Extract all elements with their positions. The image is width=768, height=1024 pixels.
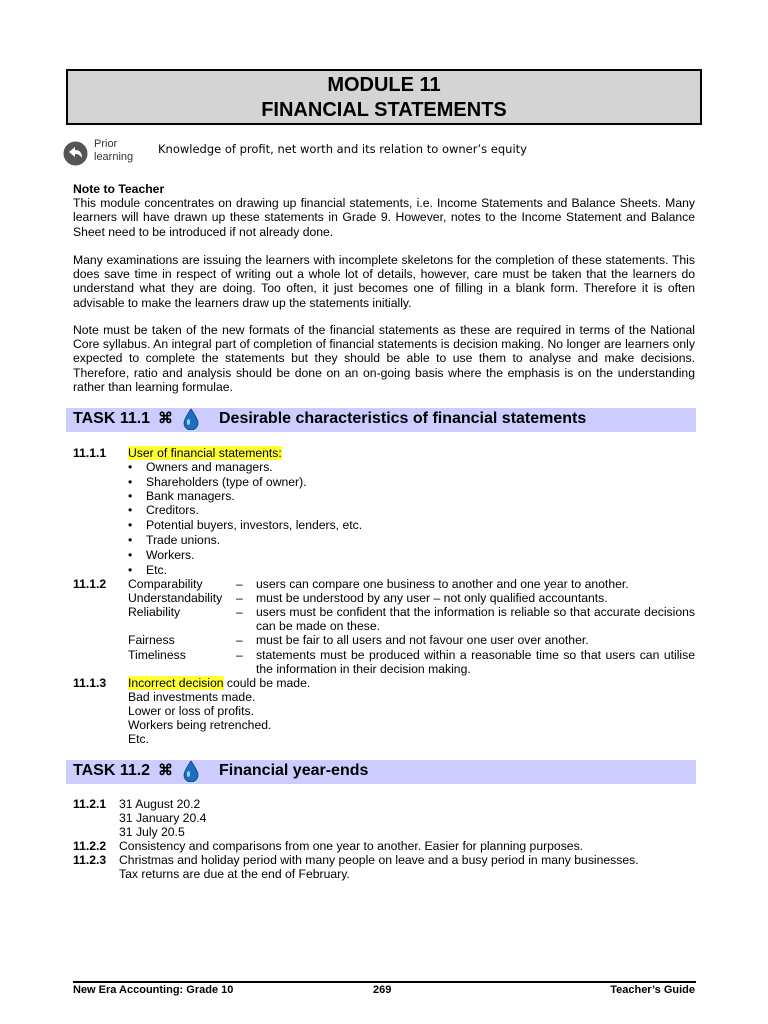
- footer-guide-label: Teacher’s Guide: [610, 984, 695, 996]
- question-number: 11.2.2: [73, 839, 107, 853]
- dash: –: [236, 605, 243, 619]
- note-to-teacher: [73, 182, 695, 239]
- question-text: Incorrect decision could be made.: [128, 676, 311, 690]
- answer-line: Etc.: [128, 732, 149, 746]
- term: Fairness: [128, 633, 175, 647]
- question-number: 11.1.3: [73, 676, 107, 690]
- water-drop-icon: [183, 760, 199, 782]
- question-number: 11.1.2: [73, 577, 107, 591]
- answer-line: Tax returns are due at the end of February.: [119, 867, 350, 881]
- module-number: MODULE 11: [327, 74, 441, 96]
- note-paragraph-3: Note must be taken of the new formats of the financial statements as these are required in terms of the National Core syllabus. An integral part of completion of financial statements is decision making. No longer are learners only expected to complete the statements but they should be able to use them to analyse and make decisions. Therefore, ratio and analysis should be done on an on-going basis where the emphasis is on the understanding rather than learning formulae.: [73, 323, 695, 394]
- answer-line: Christmas and holiday period with many people on leave and a busy period in many businesses.: [119, 853, 639, 867]
- question-number: 11.2.1: [73, 797, 107, 811]
- term: Comparability: [128, 577, 203, 591]
- highlighted-text: User of financial statements:: [128, 446, 282, 460]
- term-description: users must be confident that the information is reliable so that accurate decisions can be made on these.: [256, 605, 695, 633]
- prior-learning-label: Prior learning: [94, 138, 134, 163]
- answer-line: 31 August 20.2: [119, 797, 201, 811]
- term-description: statements must be produced within a reasonable time so that users can utilise the information in their decision making.: [256, 648, 695, 676]
- task-title: Desirable characteristics of financial statements: [219, 410, 587, 427]
- dash: –: [236, 633, 243, 647]
- question-label: [128, 446, 282, 460]
- prior-learning-text: Knowledge of profit, net worth and its relation to owner’s equity: [158, 142, 527, 156]
- term-description: must be understood by any user – not only qualified accountants.: [256, 591, 608, 605]
- task-number: TASK 11.1: [73, 410, 151, 427]
- note-title: Note to Teacher: [73, 182, 165, 196]
- answer-line: Consistency and comparisons from one year to another. Easier for planning purposes.: [119, 839, 584, 853]
- dash: –: [236, 648, 243, 662]
- dash: –: [236, 577, 243, 591]
- term: Reliability: [128, 605, 181, 619]
- module-title: FINANCIAL STATEMENTS: [261, 99, 507, 121]
- term: Timeliness: [128, 648, 186, 662]
- note-paragraph-1: This module concentrates on drawing up financial statements, i.e. Income Statements and Balance Sheets. Many learners will have drawn up these statements in Grade 9. However, notes to the Income Statement and Balance Sheet need to be introduced if not already done.: [73, 196, 695, 239]
- task-number: TASK 11.2: [73, 762, 151, 779]
- answer-line: 31 July 20.5: [119, 825, 185, 839]
- highlighted-text: Incorrect decision: [128, 676, 224, 690]
- footer-book-title: New Era Accounting: Grade 10: [73, 984, 234, 996]
- command-icon: ⌘: [158, 762, 173, 779]
- question-number: 11.2.3: [73, 853, 107, 867]
- footer-rule: [73, 981, 696, 983]
- water-drop-icon: [183, 408, 199, 430]
- answer-line: Lower or loss of profits.: [128, 704, 254, 718]
- answer-line: Bad investments made.: [128, 690, 256, 704]
- term: Understandability: [128, 591, 223, 605]
- task-11-1-header: [66, 408, 696, 432]
- task-11-2-header: [66, 760, 696, 784]
- term-description: must be fair to all users and not favour one user over another.: [256, 633, 589, 647]
- module-title-box: [66, 69, 702, 125]
- dash: –: [236, 591, 243, 605]
- question-number: 11.1.1: [73, 446, 107, 460]
- answer-line: 31 January 20.4: [119, 811, 207, 825]
- task-title: Financial year-ends: [219, 762, 369, 779]
- back-arrow-icon: [63, 141, 88, 166]
- page-number: 269: [373, 984, 392, 996]
- term-description: users can compare one business to another and one year to another.: [256, 577, 629, 591]
- command-icon: ⌘: [158, 410, 173, 427]
- note-paragraph-2: Many examinations are issuing the learners with incomplete skeletons for the completion of these statements. This does save time in respect of writing out a whole lot of details, however, care must be taken that the learners do understand what they are doing. Too often, it just becomes one of filling in a blank form. Therefore it is often advisable to make the learners draw up the statements initially.: [73, 253, 695, 310]
- answer-line: Workers being retrenched.: [128, 718, 272, 732]
